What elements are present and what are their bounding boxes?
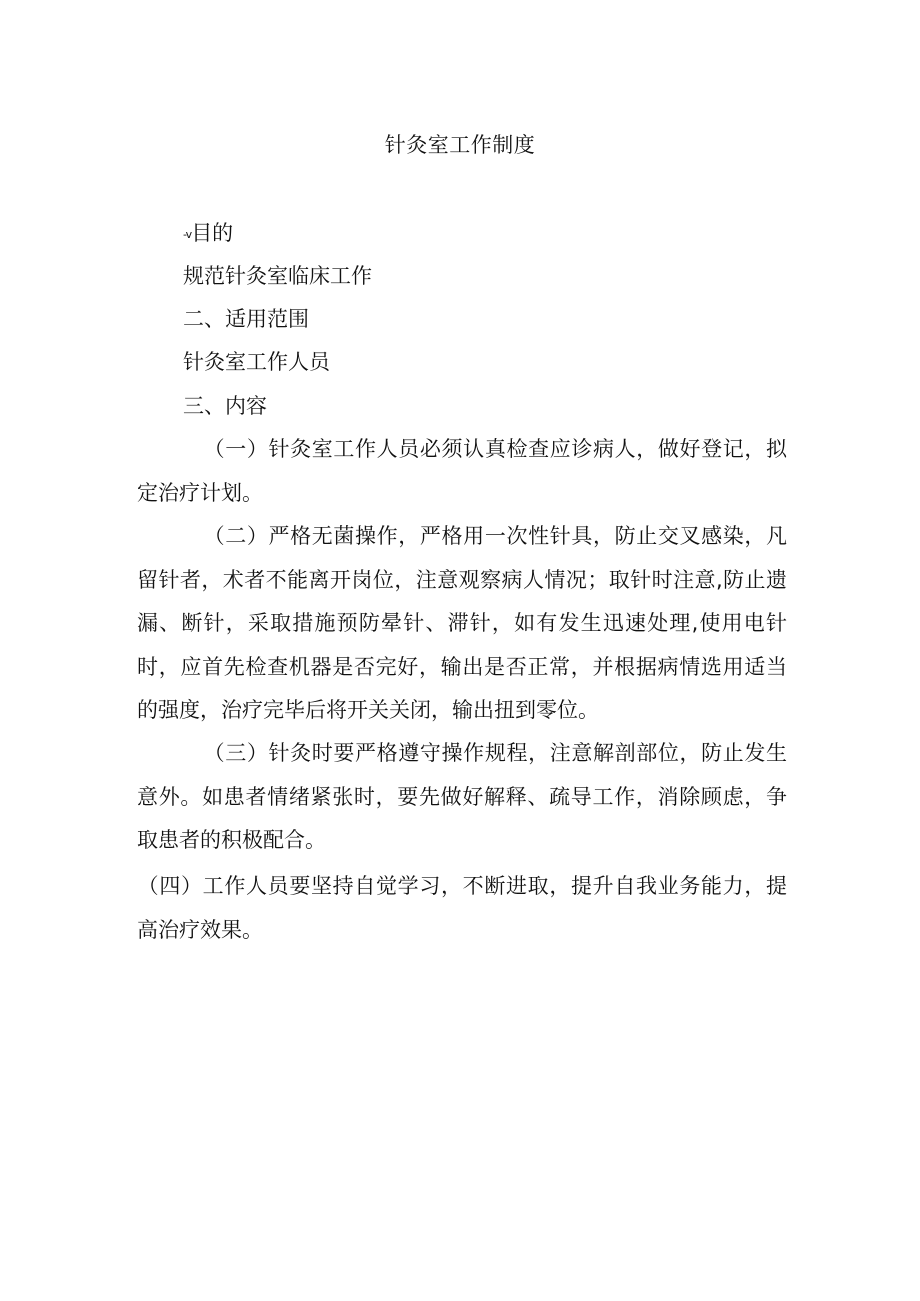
section-body-1: 规范针灸室临床工作 (183, 264, 372, 288)
content-paragraph-3 (137, 732, 787, 863)
section-heading-1-text: 目的 (191, 221, 234, 245)
section-body-2: 针灸室工作人员 (183, 350, 330, 374)
section-heading-2: 二、适用范围 (183, 307, 309, 331)
document-title: 针灸室工作制度 (384, 133, 536, 157)
section-heading-1 (183, 218, 233, 250)
content-paragraph-4-text: （四）工作人员要坚持自觉学习，不断进取，提升自我业务能力，提高治疗效果。 (137, 874, 787, 942)
content-paragraph-2-text: （二）严格无菌操作，严格用一次性针具，防止交叉感染，凡留针者，术者不能离开岗位，注意观察病人情况；取针时注意,防止遗漏、断针，采取措施预防晕针、滞针，如有发生迅速处理,使用电针时，应首先检查机器是否完好，输出是否正常，并根据病情选用适当的强度，治疗完毕后将开关关闭，输出扭到零位。 (137, 524, 787, 722)
content-paragraph-1 (137, 428, 787, 515)
content-paragraph-2 (137, 515, 787, 733)
section-heading-1-mark: -v (183, 228, 192, 241)
content-paragraph-4 (137, 865, 787, 952)
content-paragraph-3-text: （三）针灸时要严格遵守操作规程，注意解剖部位，防止发生意外。如患者情绪紧张时，要先做好解释、疏导工作，消除顾虑，争取患者的积极配合。 (137, 741, 787, 852)
section-heading-3: 三、内容 (183, 394, 267, 418)
content-paragraph-1-text: （一）针灸室工作人员必须认真检查应诊病人，做好登记，拟定治疗计划。 (137, 437, 787, 505)
